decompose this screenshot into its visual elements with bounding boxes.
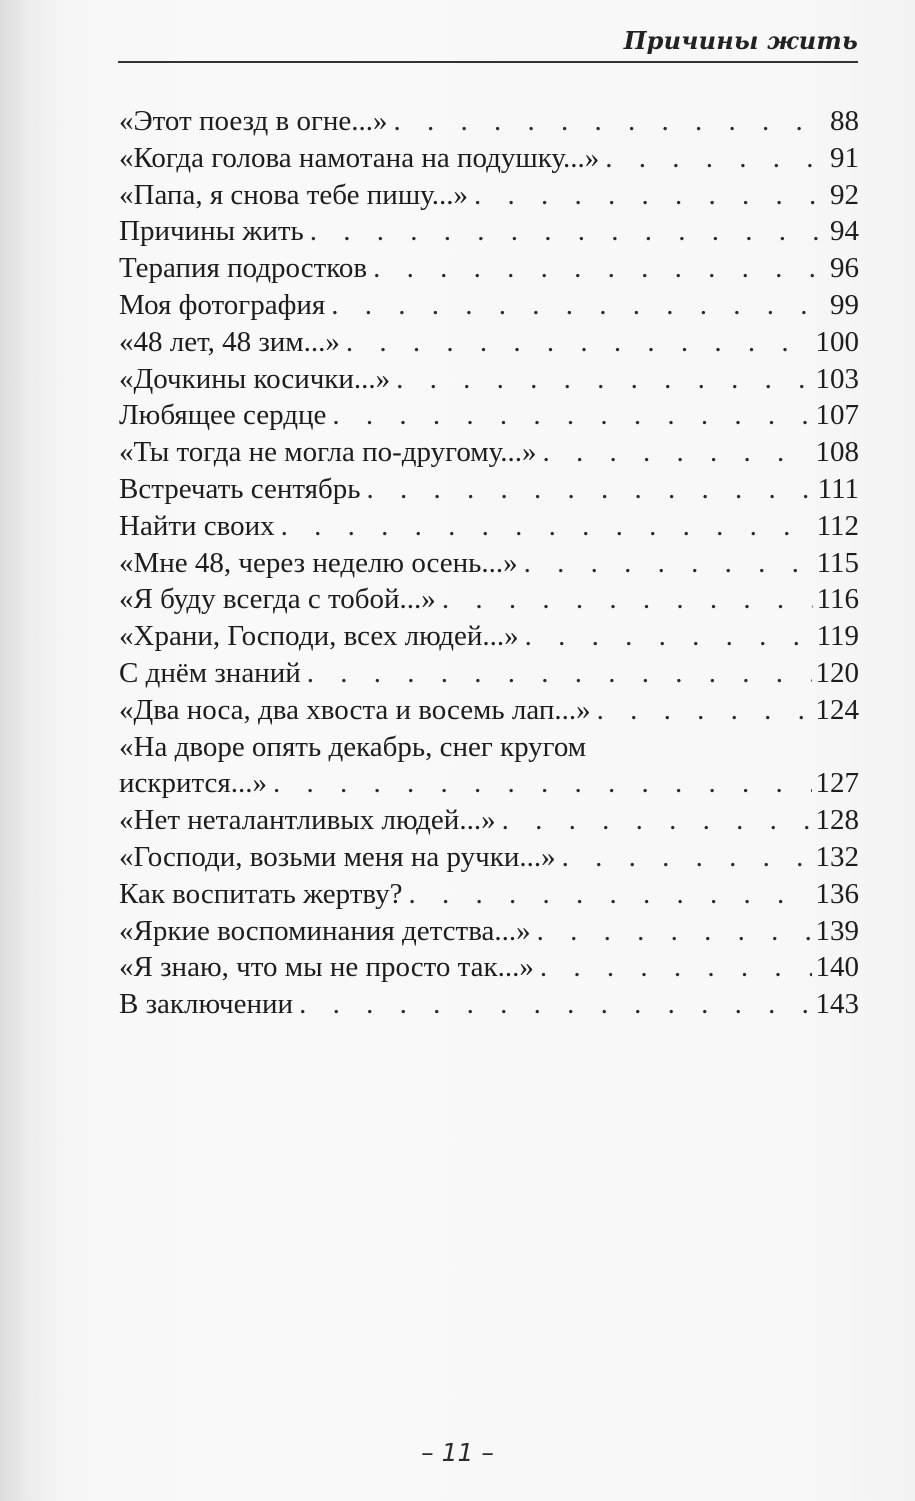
toc-entry-page: 139 [815,914,859,947]
dot-leader [597,692,812,729]
running-title: Причины жить [623,26,858,55]
toc-entry-page: 132 [815,840,859,873]
toc-entry-page: 111 [817,472,859,505]
toc-entry-page: 124 [815,693,859,726]
toc-entry-title: «Яркие воспоминания детства...» [119,914,531,947]
dot-leader [537,913,812,950]
toc-entry-page: 115 [816,546,859,579]
dot-leader [310,213,826,250]
toc-entry [119,949,859,986]
dot-leader [332,397,811,434]
toc-entry [119,103,859,140]
toc-entry-title: В заключении [119,988,294,1021]
toc-entry-title: «Когда голова намотана на подушку...» [119,141,600,174]
dot-leader [331,287,826,324]
dot-leader [307,655,812,692]
toc-entry-title: «Я знаю, что мы не просто так...» [119,951,534,984]
toc-entry [119,655,859,692]
dot-leader [605,140,826,177]
toc-entry-page: 128 [815,804,859,837]
toc-entry [119,287,859,324]
toc-entry-page: 107 [815,399,859,432]
toc-entry-page: 91 [830,141,859,174]
table-of-contents [119,103,859,1023]
toc-entry [119,397,859,434]
toc-entry-title: «Я буду всегда с тобой...» [119,583,436,616]
toc-entry [119,729,859,803]
toc-entry-title: С днём знаний [119,656,301,689]
toc-entry-title: «Два носа, два хвоста и восемь лап...» [119,693,591,726]
dot-leader [366,471,813,508]
toc-entry-title: «Этот поезд в огне...» [119,105,388,137]
dot-leader [299,986,811,1023]
dot-leader [396,361,811,398]
toc-entry-page: 108 [815,436,859,469]
dot-leader [442,581,813,618]
toc-entry-page: 120 [815,656,859,689]
dot-leader [562,839,812,876]
toc-entry-page: 143 [815,988,859,1021]
page-number: – 11 – [421,1438,494,1467]
dot-leader [394,103,827,140]
toc-entry [119,545,859,582]
dot-leader [409,876,812,913]
dot-leader [524,545,813,582]
toc-entry-page: 99 [830,288,859,321]
toc-entry [119,913,859,950]
header-rule [118,61,858,63]
toc-entry [119,434,859,471]
toc-entry-title-line1: «На дворе опять декабрь, снег кругом [119,730,587,763]
dot-leader [525,618,813,655]
dot-leader [373,250,826,287]
toc-entry-title: Терапия подростков [119,252,368,285]
toc-entry-title: Любящее сердце [119,399,327,432]
dot-leader [273,765,812,802]
toc-entry [119,250,859,287]
toc-entry-title: «Дочкины косички...» [119,362,391,395]
toc-entry-title: Встречать сентябрь [119,472,361,505]
toc-entry [119,361,859,398]
toc-entry [119,986,859,1023]
toc-entry-title: Причины жить [119,215,304,248]
dot-leader [474,177,826,214]
toc-entry-page: 100 [815,325,859,358]
toc-entry-title: Как воспитать жертву? [119,877,403,910]
toc-entry-title: «Нет неталантливых людей...» [119,804,496,837]
toc-entry-page: 92 [830,178,859,211]
toc-entry-page: 94 [830,215,859,248]
toc-entry [119,508,859,545]
dot-leader [543,434,812,471]
dot-leader [281,508,813,545]
toc-entry-title: «Ты тогда не могла по-другому...» [119,436,537,469]
toc-entry-title: Моя фотография [119,288,326,321]
toc-entry-page: 112 [816,509,859,542]
toc-entry-page: 88 [830,105,859,137]
toc-entry-title: «Господи, возьми меня на ручки...» [119,840,556,873]
toc-entry [119,177,859,214]
toc-entry [119,471,859,508]
dot-leader [540,949,812,986]
toc-entry [119,692,859,729]
toc-entry-title: «Мне 48, через неделю осень...» [119,546,518,579]
toc-entry [119,839,859,876]
dot-leader [502,802,812,839]
toc-entry-page: 103 [815,362,859,395]
toc-entry-title: «Храни, Господи, всех людей...» [119,620,519,653]
toc-entry-page: 140 [815,951,859,984]
toc-entry-title: «48 лет, 48 зим...» [119,325,340,358]
toc-entry-page: 116 [816,583,859,616]
toc-entry-page: 136 [815,877,859,910]
toc-entry [119,324,859,361]
toc-entry-title: «Папа, я снова тебе пишу...» [119,178,468,211]
running-header [118,0,858,66]
toc-entry-title: искрится...» [119,767,267,800]
page-footer [0,1438,915,1467]
dot-leader [346,324,812,361]
toc-entry [119,213,859,250]
toc-entry-page: 96 [830,252,859,285]
toc-entry [119,581,859,618]
toc-entry [119,140,859,177]
toc-entry-page: 119 [816,620,859,653]
toc-entry [119,802,859,839]
toc-entry-page: 127 [815,767,859,800]
toc-entry-title: Найти своих [119,509,275,542]
toc-entry [119,876,859,913]
toc-entry [119,618,859,655]
